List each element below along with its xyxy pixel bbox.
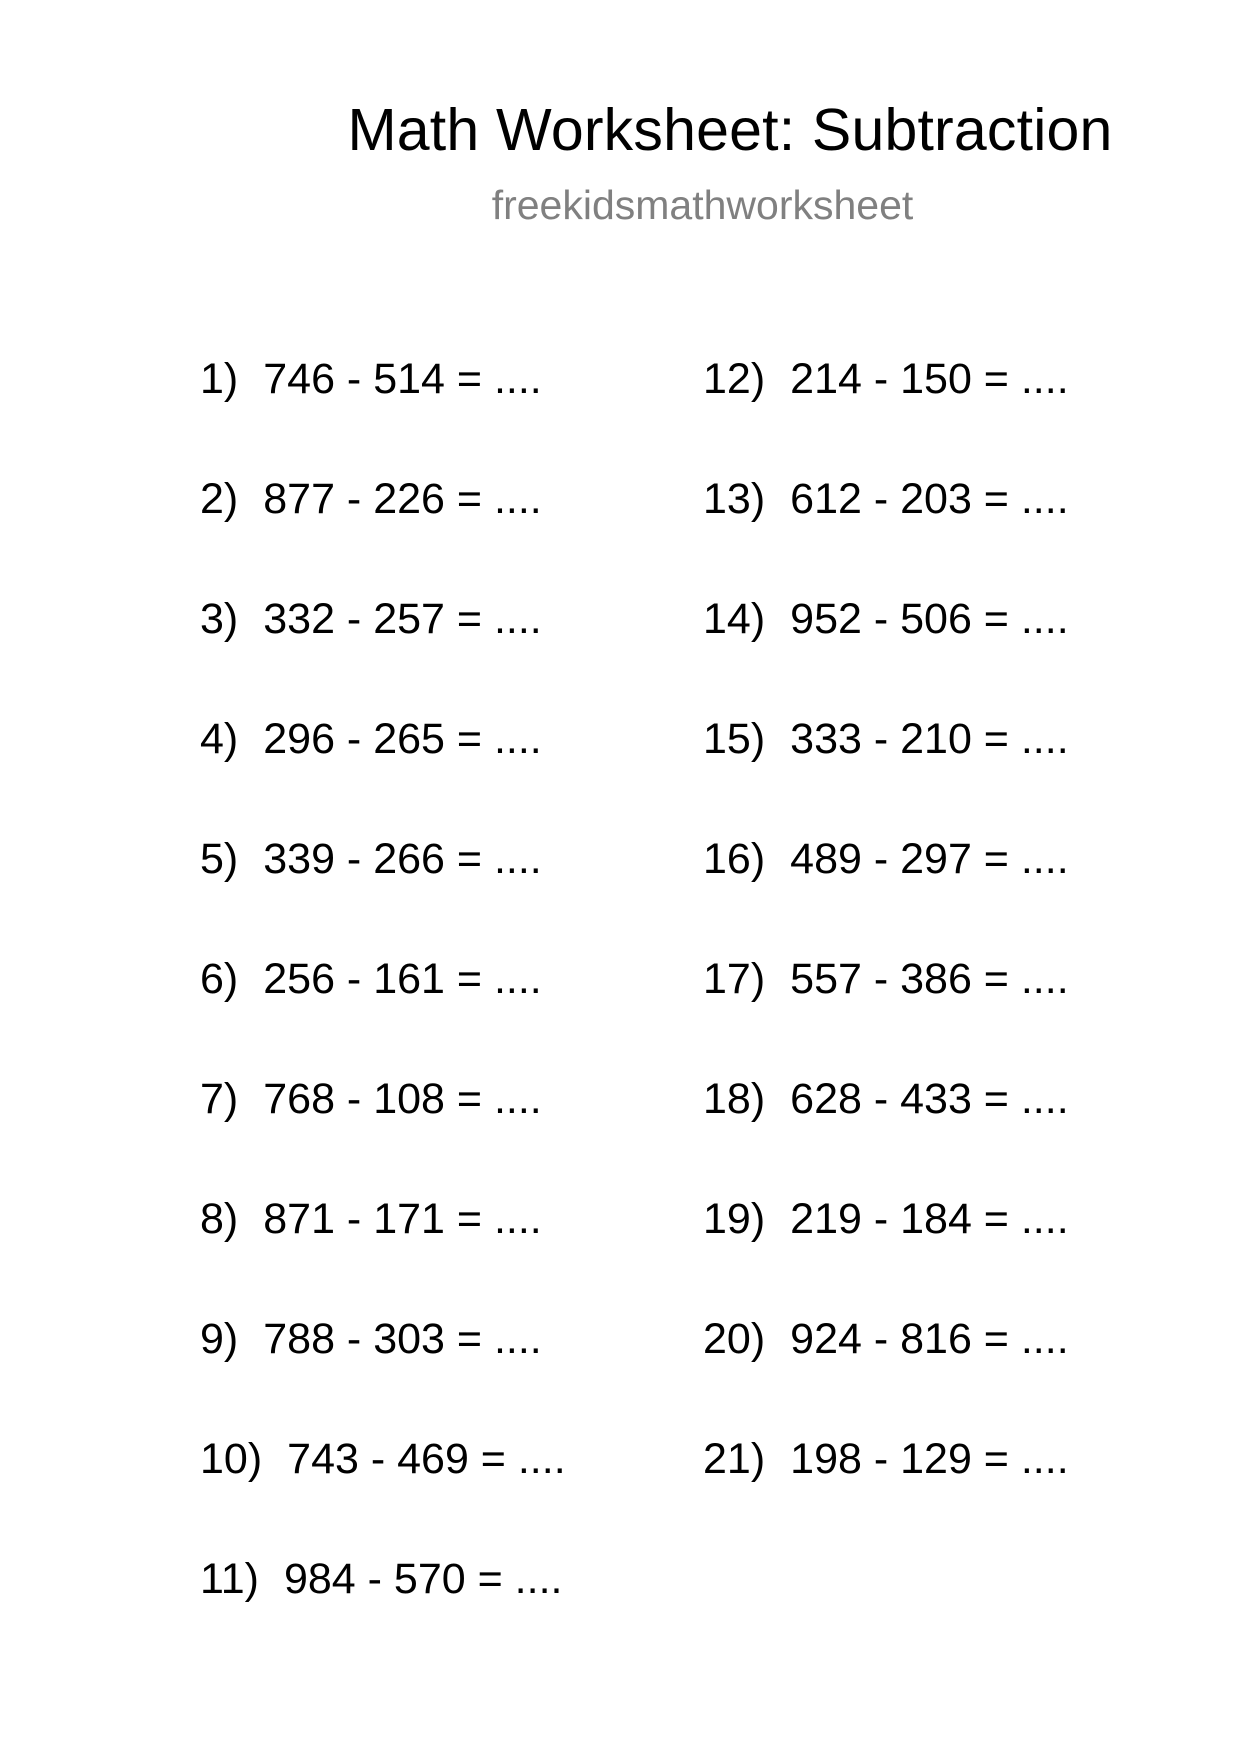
problem-number: 13)	[703, 475, 766, 523]
problem-number: 19)	[703, 1195, 766, 1243]
problem-number: 10)	[200, 1435, 263, 1483]
problem-number: 18)	[703, 1075, 766, 1123]
problem-number: 17)	[703, 955, 766, 1003]
problem-expression: 489 - 297 = ....	[790, 835, 1069, 883]
page-subtitle: freekidsmathworksheet	[491, 182, 914, 228]
problem-item	[200, 832, 542, 886]
problem-number: 9)	[200, 1315, 239, 1363]
problem-expression: 296 - 265 = ....	[263, 715, 542, 763]
page-title: Math Worksheet: Subtraction	[347, 97, 1113, 163]
problem-item	[703, 1072, 1069, 1126]
problem-item	[200, 952, 542, 1006]
problem-expression: 332 - 257 = ....	[263, 595, 542, 643]
problem-expression: 743 - 469 = ....	[287, 1435, 566, 1483]
problem-item	[703, 832, 1069, 886]
problem-expression: 746 - 514 = ....	[263, 355, 542, 403]
problem-number: 11)	[200, 1555, 259, 1603]
problem-item	[200, 1072, 542, 1126]
problem-number: 14)	[703, 595, 766, 643]
problem-item	[200, 1552, 562, 1606]
problem-number: 8)	[200, 1195, 239, 1243]
problem-number: 7)	[200, 1075, 239, 1123]
problem-item	[703, 712, 1069, 766]
problem-expression: 612 - 203 = ....	[790, 475, 1069, 523]
problem-expression: 924 - 816 = ....	[790, 1315, 1069, 1363]
problem-expression: 984 - 570 = ....	[283, 1555, 563, 1603]
problem-expression: 952 - 506 = ....	[790, 595, 1069, 643]
problem-item	[703, 1312, 1069, 1366]
problem-number: 16)	[703, 835, 766, 883]
problem-number: 2)	[200, 475, 239, 523]
problem-item	[703, 592, 1069, 646]
problem-expression: 256 - 161 = ....	[263, 955, 542, 1003]
problem-item	[703, 472, 1069, 526]
problem-expression: 214 - 150 = ....	[790, 355, 1069, 403]
problem-expression: 628 - 433 = ....	[790, 1075, 1069, 1123]
problem-number: 12)	[703, 355, 766, 403]
problem-number: 15)	[703, 715, 766, 763]
problem-item	[703, 352, 1069, 406]
problem-item	[200, 472, 542, 526]
problem-item	[703, 1432, 1069, 1486]
problem-expression: 219 - 184 = ....	[790, 1195, 1069, 1243]
problem-expression: 768 - 108 = ....	[263, 1075, 542, 1123]
problem-item	[703, 952, 1069, 1006]
problem-number: 5)	[200, 835, 239, 883]
problem-item	[200, 1192, 542, 1246]
problem-expression: 339 - 266 = ....	[263, 835, 542, 883]
problem-expression: 557 - 386 = ....	[790, 955, 1069, 1003]
problem-expression: 198 - 129 = ....	[790, 1435, 1069, 1483]
problem-expression: 788 - 303 = ....	[263, 1315, 542, 1363]
problem-expression: 877 - 226 = ....	[263, 475, 542, 523]
problem-number: 4)	[200, 715, 239, 763]
problem-expression: 871 - 171 = ....	[263, 1195, 542, 1243]
problem-item	[200, 712, 542, 766]
problem-item	[703, 1192, 1069, 1246]
problem-expression: 333 - 210 = ....	[790, 715, 1069, 763]
problem-item	[200, 1312, 542, 1366]
problem-item	[200, 352, 542, 406]
problem-number: 6)	[200, 955, 239, 1003]
problem-item	[200, 592, 542, 646]
problem-item	[200, 1432, 566, 1486]
problem-number: 21)	[703, 1435, 766, 1483]
problem-number: 20)	[703, 1315, 766, 1363]
problem-number: 3)	[200, 595, 239, 643]
problem-number: 1)	[200, 355, 239, 403]
